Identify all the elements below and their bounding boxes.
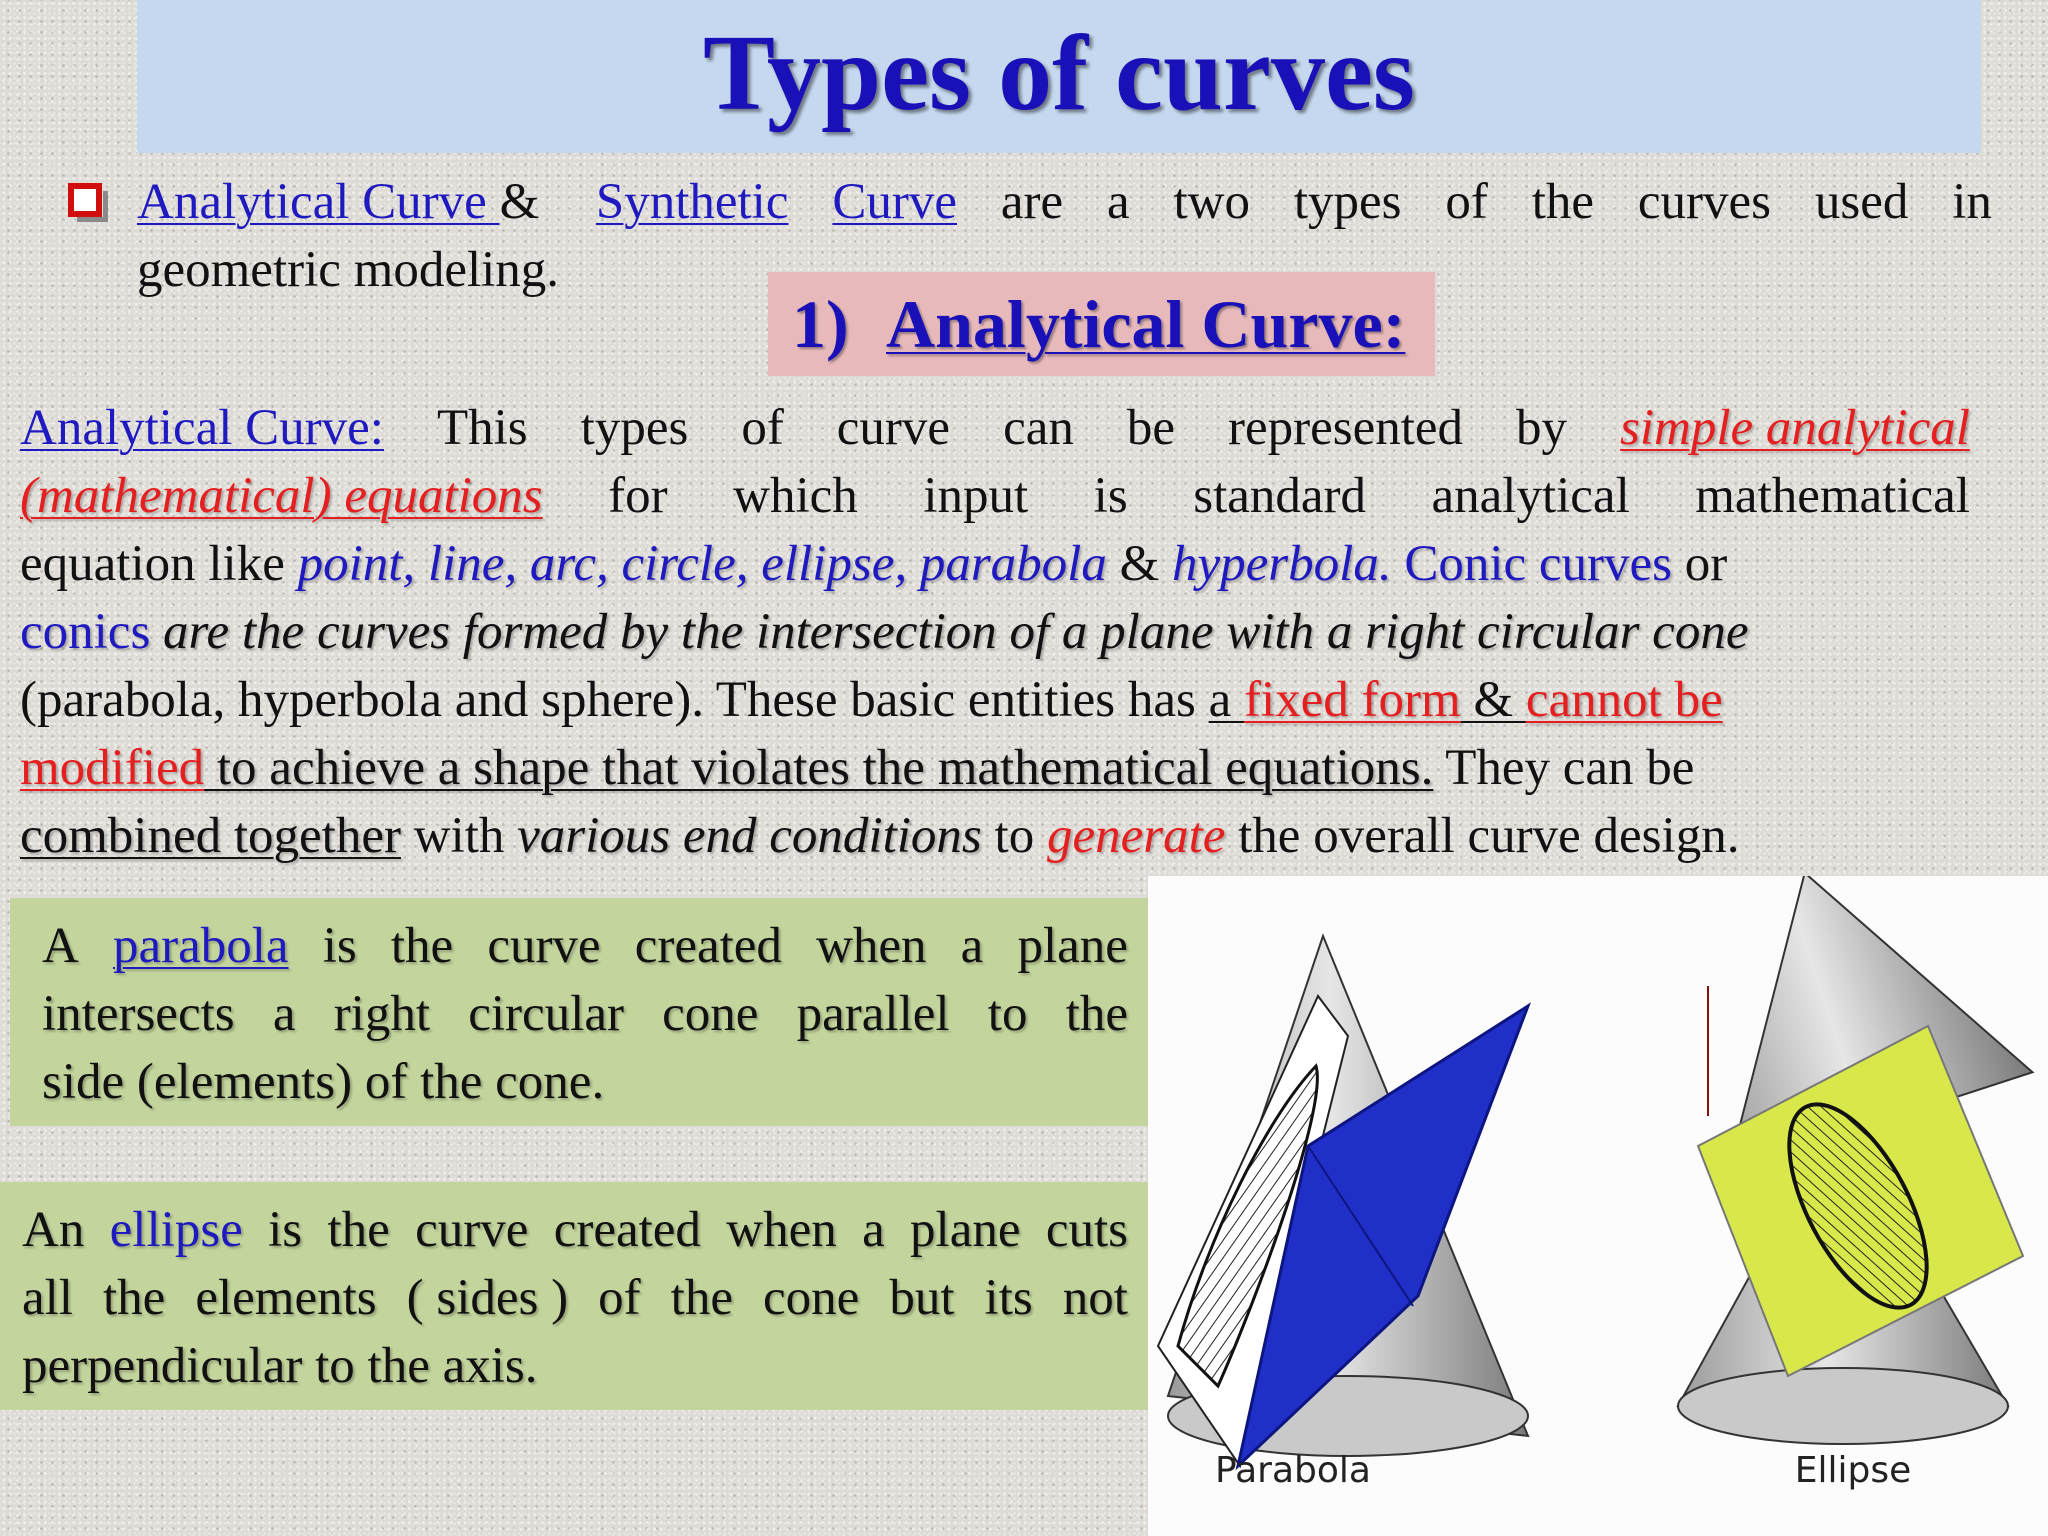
- para-word: analytical: [1431, 468, 1630, 524]
- para-word: for: [608, 468, 668, 524]
- ellipse-line-3: perpendicular to the axis.: [22, 1338, 538, 1394]
- para-word: mathematical: [1695, 468, 1970, 524]
- para-text: to: [981, 808, 1047, 864]
- examples-list-text: point, line, arc, circle, ellipse, parabola: [297, 536, 1107, 592]
- intro-word: types: [1293, 174, 1402, 230]
- title-banner: [137, 0, 1981, 153]
- paragraph-line-7: [20, 802, 1970, 870]
- para-word: can: [1003, 400, 1074, 456]
- para-word: represented: [1227, 400, 1464, 456]
- box-word: circular: [468, 986, 624, 1042]
- para-word: This: [436, 400, 528, 456]
- section-heading: Analytical Curve:: [886, 286, 1406, 362]
- conic-sections-figure: [1148, 876, 2048, 1536]
- paragraph-line-4: [20, 598, 1970, 666]
- box-word: cone: [763, 1270, 860, 1326]
- ellipse-line-1: [22, 1196, 1128, 1264]
- conic-curves-text: Conic curves: [1391, 536, 1673, 592]
- parabola-definition-box: [10, 898, 1148, 1126]
- ellipse-definition-box: [0, 1182, 1148, 1410]
- box-word: the: [1065, 986, 1128, 1042]
- box-word: intersects: [42, 986, 235, 1042]
- box-word: right: [333, 986, 431, 1042]
- box-word: not: [1062, 1270, 1128, 1326]
- para-text: with: [400, 808, 518, 864]
- para-word: standard: [1193, 468, 1366, 524]
- box-word: cone: [662, 986, 759, 1042]
- box-word: a: [862, 1202, 885, 1258]
- box-word: is: [322, 918, 357, 974]
- simple-analytical-text: simple analytical: [1620, 400, 1970, 456]
- para-text: &: [1460, 672, 1526, 728]
- para-word: by: [1516, 400, 1568, 456]
- link-curve[interactable]: Curve: [832, 174, 957, 230]
- intro-word: a: [1106, 174, 1130, 230]
- box-word: the: [103, 1270, 166, 1326]
- parabola-line-2: [42, 980, 1128, 1048]
- para-word: curve: [836, 400, 951, 456]
- intro-word: the: [1531, 174, 1595, 230]
- para-word: input: [923, 468, 1029, 524]
- section-number: 1): [792, 286, 849, 362]
- box-word: created: [553, 1202, 701, 1258]
- intro-word: are: [1000, 174, 1064, 230]
- para-word: types: [580, 400, 689, 456]
- conic-sections-illustration: [1148, 876, 2048, 1536]
- para-text: &: [1106, 536, 1173, 592]
- box-word: curve: [487, 918, 601, 974]
- para-text: a: [1208, 672, 1245, 728]
- ellipse-cone-figure: [1648, 876, 2033, 1444]
- box-word: plane: [910, 1202, 1021, 1258]
- para-word: of: [741, 400, 784, 456]
- box-word: a: [272, 986, 296, 1042]
- ellipse-line-2: [22, 1264, 1128, 1332]
- bullet-checkbox-icon: [68, 183, 102, 217]
- link-analytical-curve[interactable]: Analytical Curve: [137, 174, 500, 230]
- cannot-be-text: cannot be: [1525, 672, 1723, 728]
- intro-ampersand: &: [499, 174, 552, 230]
- box-word: is: [268, 1202, 303, 1258]
- box-word: to: [987, 986, 1028, 1042]
- box-word: but: [889, 1270, 955, 1326]
- intro-word: used: [1814, 174, 1909, 230]
- ellipse-label: Ellipse: [1794, 1450, 1912, 1491]
- box-word: when: [816, 918, 927, 974]
- parabola-label: Parabola: [1215, 1450, 1371, 1491]
- box-word: ( sides ): [406, 1270, 569, 1326]
- box-word: all: [22, 1270, 73, 1326]
- para-word: which: [733, 468, 858, 524]
- conic-definition-text: are the curves formed by the intersection of a plane with a right circular cone: [150, 604, 1749, 660]
- box-word: the: [390, 918, 454, 974]
- para-text: They can be: [1433, 740, 1695, 796]
- paragraph-line-5: [20, 666, 1970, 734]
- paragraph-line-6: [20, 734, 1970, 802]
- conics-text: conics: [20, 604, 151, 660]
- fixed-form-text: fixed form: [1244, 672, 1461, 728]
- box-word: An: [22, 1202, 85, 1258]
- combined-together-text: combined together: [20, 808, 401, 864]
- para-word: be: [1126, 400, 1175, 456]
- box-word: created: [634, 918, 782, 974]
- violates-equations-text: to achieve a shape that violates the mathematical equations.: [204, 740, 1434, 796]
- box-word: a: [960, 918, 984, 974]
- parabola-line-3: side (elements) of the cone.: [42, 1054, 605, 1110]
- parabola-line-1: [42, 912, 1128, 980]
- paragraph-line-2: [20, 462, 1970, 530]
- link-parabola[interactable]: parabola: [112, 918, 289, 974]
- box-word: parallel: [796, 986, 950, 1042]
- paragraph-line-3: [20, 530, 1970, 598]
- box-word: cuts: [1045, 1202, 1128, 1258]
- mathematical-equations-text: (mathematical) equations: [20, 468, 543, 524]
- link-synthetic[interactable]: Synthetic: [595, 174, 789, 230]
- box-word: elements: [195, 1270, 377, 1326]
- slide-title: Types of curves: [703, 14, 1415, 133]
- intro-word: in: [1952, 174, 1992, 230]
- box-word: of: [598, 1270, 641, 1326]
- box-word: curve: [415, 1202, 529, 1258]
- box-word: the: [327, 1202, 390, 1258]
- analytical-curve-paragraph: [20, 394, 1970, 870]
- para-word: is: [1093, 468, 1128, 524]
- intro-line-2: geometric modeling.: [137, 242, 560, 298]
- box-word: when: [726, 1202, 837, 1258]
- modified-text: modified: [20, 740, 205, 796]
- intro-word: two: [1173, 174, 1250, 230]
- section-heading-box: [768, 272, 1435, 376]
- para-text: equation like: [20, 536, 298, 592]
- box-word: the: [670, 1270, 733, 1326]
- parabola-cone-figure: [1158, 936, 1528, 1466]
- paragraph-line-1: [20, 394, 1970, 462]
- hyperbola-text: hyperbola.: [1172, 536, 1392, 592]
- para-text: the overall curve design.: [1225, 808, 1740, 864]
- end-conditions-text: various end conditions: [517, 808, 982, 864]
- para-text: (parabola, hyperbola and sphere). These basic entities has: [20, 672, 1209, 728]
- generate-text: generate: [1046, 808, 1226, 864]
- intro-word: curves: [1637, 174, 1771, 230]
- para-text: or: [1672, 536, 1728, 592]
- ellipse-term: ellipse: [109, 1202, 243, 1258]
- link-analytical-curve-term[interactable]: Analytical Curve:: [20, 400, 384, 456]
- intro-word: of: [1445, 174, 1488, 230]
- box-word: its: [984, 1270, 1033, 1326]
- intro-line-1: [137, 168, 1992, 236]
- box-word: plane: [1017, 918, 1128, 974]
- box-word: A: [42, 918, 79, 974]
